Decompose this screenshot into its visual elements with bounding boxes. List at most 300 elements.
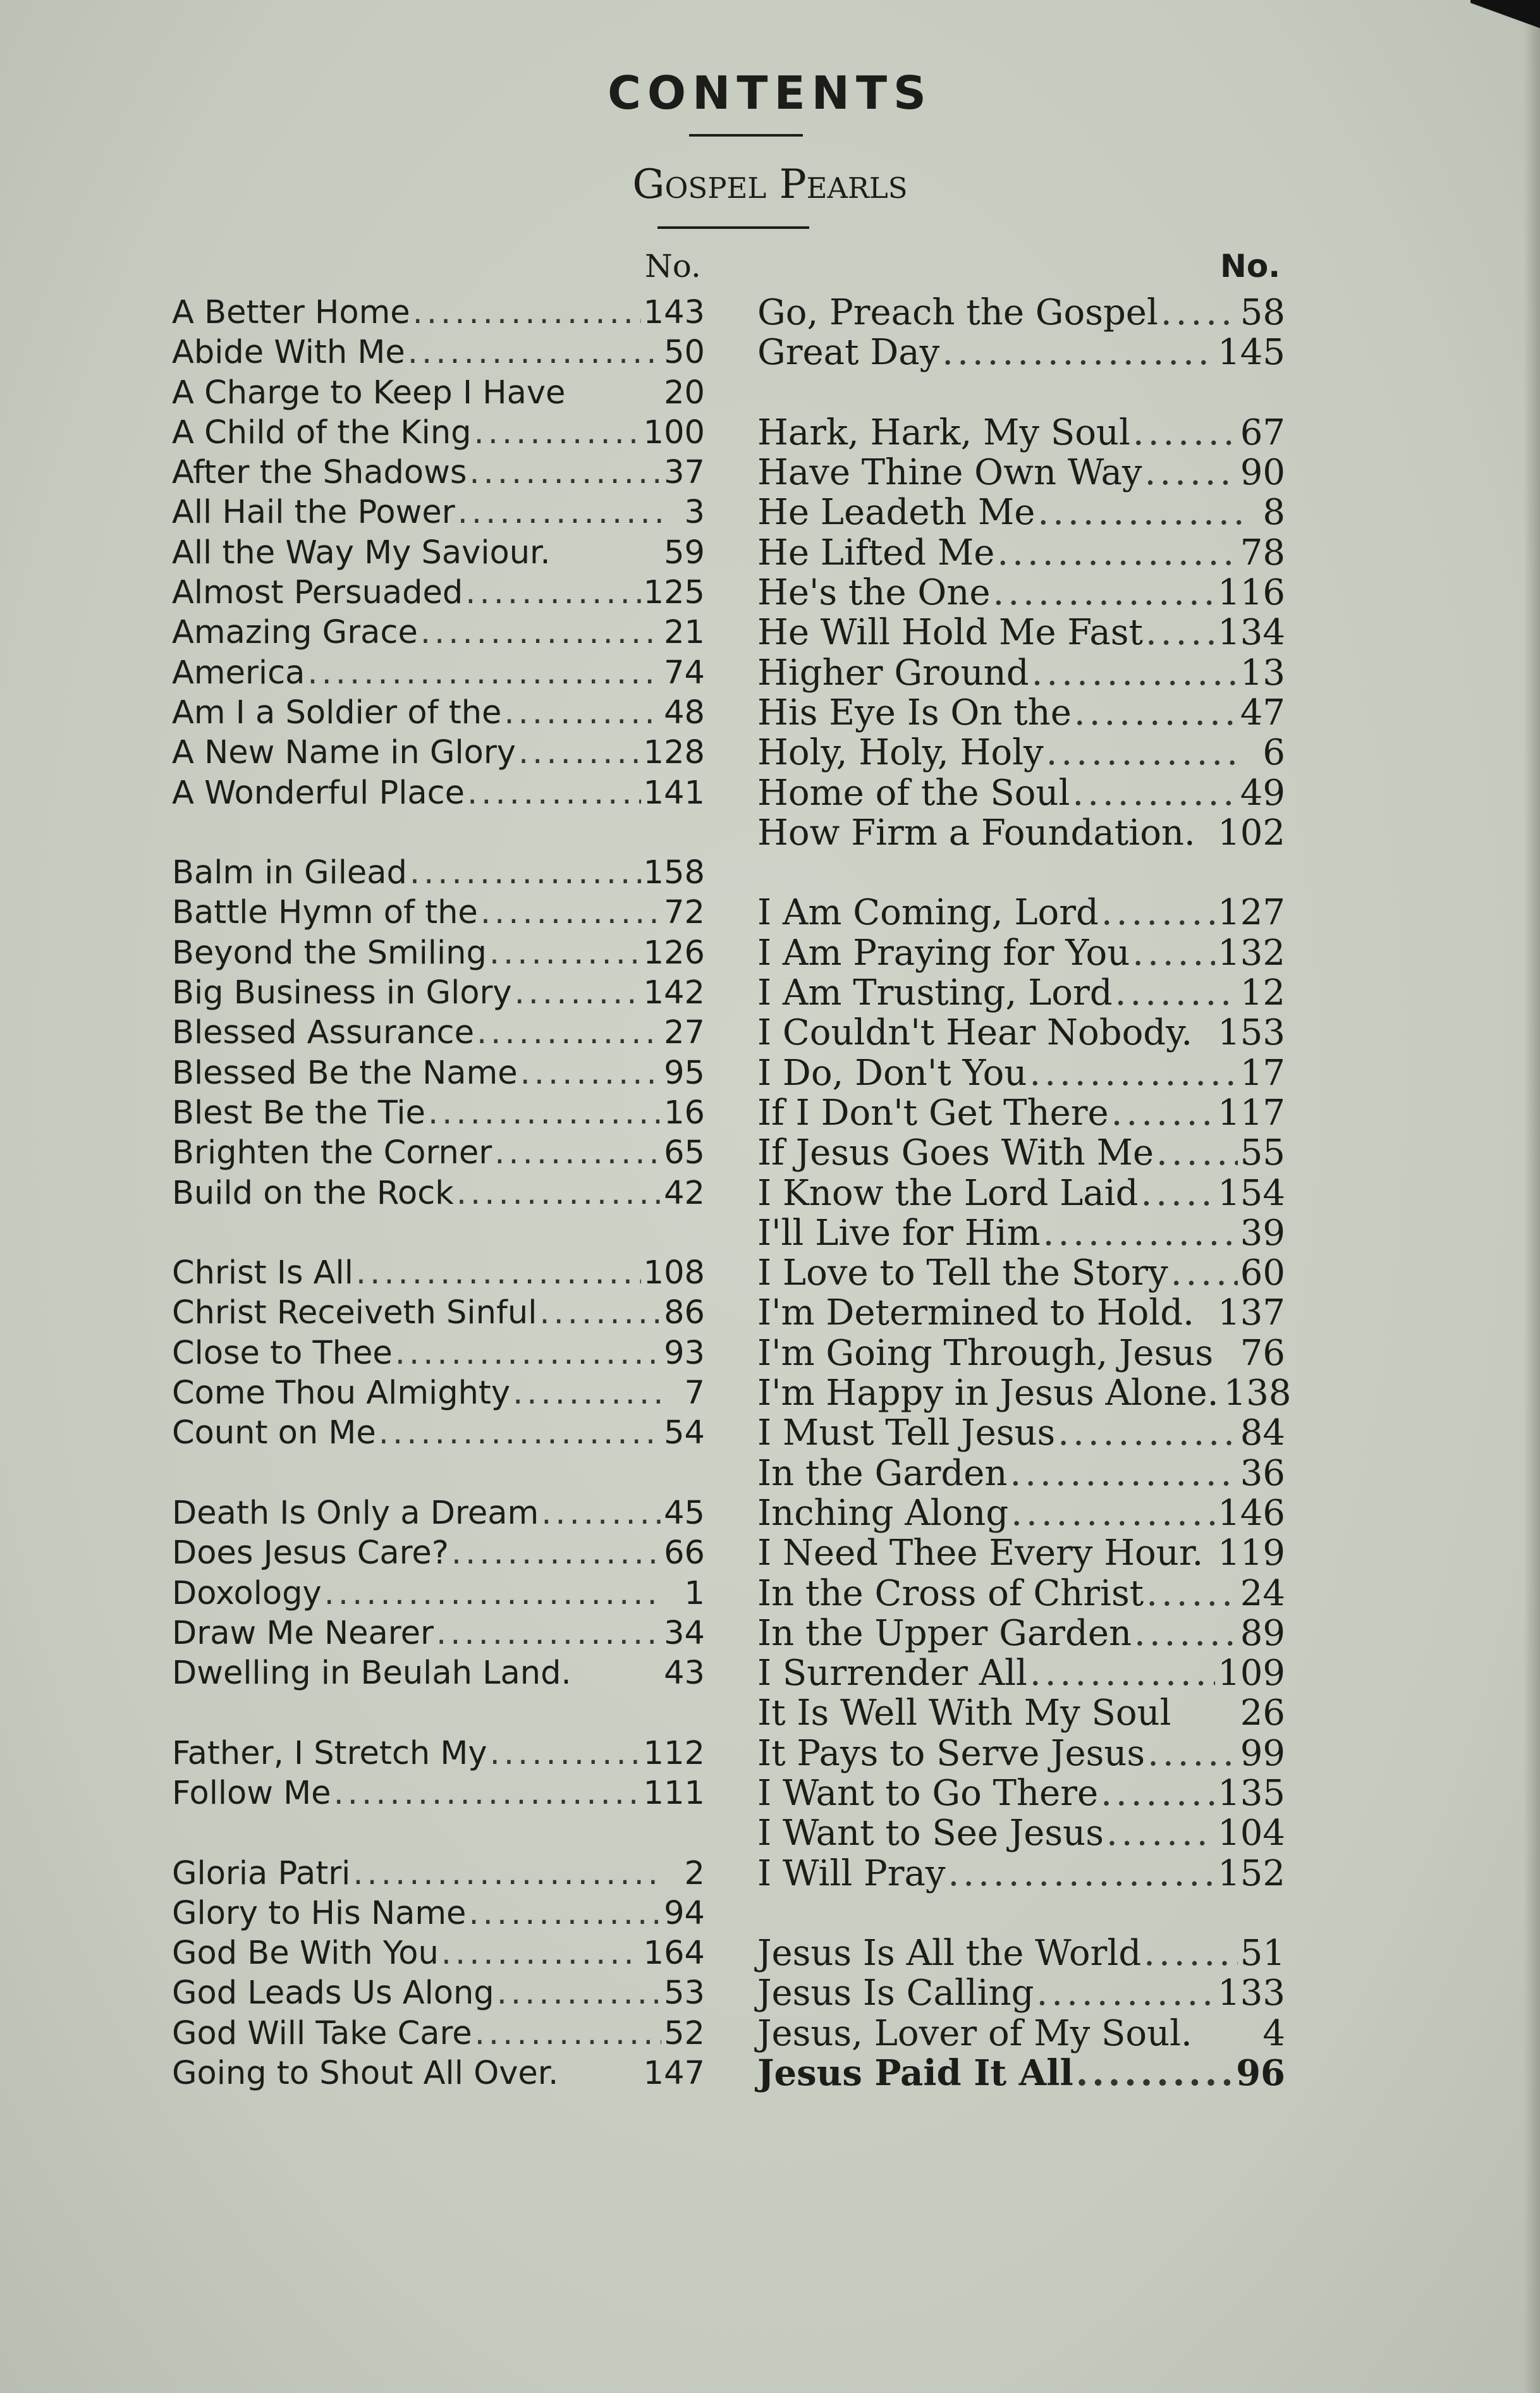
contents-entry: [172, 1734, 705, 1773]
hymn-number: 72: [664, 894, 705, 932]
hymn-number: 108: [643, 1254, 705, 1292]
dot-leader: [1011, 1493, 1215, 1533]
dot-leader: [1171, 1253, 1238, 1293]
hymn-number: 8: [1262, 492, 1285, 534]
contents-entry: [172, 773, 705, 813]
dot-leader: [408, 333, 661, 372]
contents-entry: [172, 1533, 705, 1573]
dot-leader: [518, 733, 641, 773]
contents-entry: [172, 1613, 705, 1653]
contents-entry: [757, 1533, 1285, 1573]
hymn-number: 24: [1240, 1572, 1285, 1614]
dot-leader: [465, 573, 640, 613]
hymn-number: 152: [1218, 1852, 1285, 1894]
contents-entry: [757, 1213, 1285, 1253]
hymn-number: 13: [1240, 652, 1285, 694]
contents-entry: [757, 613, 1285, 652]
hymn-title: I'm Happy in Jesus Alone.: [757, 1373, 1219, 1414]
hymn-number: 142: [643, 974, 705, 1012]
hymn-title: Draw Me Nearer: [172, 1614, 434, 1652]
hymn-title: I Need Thee Every Hour.: [757, 1533, 1204, 1574]
hymn-number: 134: [1218, 612, 1285, 654]
dot-leader: [1037, 493, 1245, 532]
contents-entry: [757, 453, 1285, 493]
dot-leader: [504, 693, 661, 733]
dot-leader: [477, 1013, 661, 1053]
contents-entry: [172, 693, 705, 733]
hymn-title: Count on Me: [172, 1414, 376, 1452]
hymn-number: 138: [1223, 1373, 1292, 1414]
hymn-title: Home of the Soul: [757, 772, 1070, 814]
hymn-title: Jesus Is All the World: [757, 1933, 1142, 1974]
hymn-number: 17: [1240, 1052, 1285, 1094]
hymn-title: A Better Home: [172, 294, 410, 331]
hymn-title: Does Jesus Care?: [172, 1534, 449, 1572]
hymn-number: 52: [664, 2014, 705, 2052]
dot-leader: [1076, 2053, 1233, 2093]
dot-leader: [1132, 933, 1215, 973]
dot-leader: [356, 1253, 641, 1293]
dot-leader: [428, 1093, 661, 1133]
hymn-number: 143: [643, 294, 705, 331]
contents-entry: [757, 1293, 1285, 1333]
hymn-number: 128: [643, 734, 705, 772]
dot-leader: [942, 333, 1215, 372]
section-gap: [172, 813, 705, 853]
contents-entry: [172, 973, 705, 1013]
hymn-number: 12: [1240, 972, 1285, 1014]
hymn-number: 141: [643, 774, 705, 812]
hymn-title: In the Garden: [757, 1452, 1008, 1494]
contents-entry: [172, 1093, 705, 1133]
dot-leader: [1043, 1213, 1238, 1253]
hymn-title: Higher Ground: [757, 652, 1029, 694]
hymn-title: Blessed Be the Name: [172, 1054, 518, 1092]
hymn-title: I Do, Don't You: [757, 1052, 1027, 1094]
hymn-title: All the Way My Saviour.: [172, 534, 551, 572]
contents-entry: [757, 1133, 1285, 1173]
dot-leader: [468, 1894, 661, 1933]
hymn-number: 51: [1240, 1933, 1285, 1974]
hymn-number: 89: [1240, 1612, 1285, 1654]
dot-leader: [1115, 973, 1238, 1013]
dot-leader: [1140, 1173, 1215, 1213]
contents-entry: [757, 773, 1285, 813]
right-number-header: No.: [1220, 248, 1281, 285]
dot-leader: [395, 1333, 661, 1373]
contents-entry: [757, 1373, 1292, 1414]
dot-leader: [480, 893, 661, 933]
hymn-number: 78: [1240, 532, 1285, 573]
dot-leader: [458, 493, 664, 532]
contents-entry: [757, 1693, 1285, 1733]
hymn-title: I Love to Tell the Story: [757, 1252, 1168, 1294]
hymn-title: How Firm a Foundation.: [757, 812, 1195, 854]
hymn-title: I Couldn't Hear Nobody.: [757, 1012, 1193, 1054]
hymn-title: Jesus Paid It All: [757, 2052, 1073, 2095]
hymn-number: 1: [684, 1574, 705, 1612]
hymn-title: He Lifted Me: [757, 532, 995, 573]
contents-entry: [172, 1173, 705, 1213]
page-corner: [1470, 0, 1540, 44]
hymn-title: I'm Going Through, Jesus: [757, 1332, 1214, 1374]
page-title: CONTENTS: [608, 66, 932, 119]
hymn-title: Jesus Is Calling: [757, 1973, 1034, 2014]
hymn-title: I Know the Lord Laid: [757, 1172, 1139, 1214]
dot-leader: [1111, 1093, 1216, 1133]
contents-entry: [172, 1574, 705, 1613]
contents-entry: [757, 2053, 1285, 2093]
hymn-number: 132: [1218, 932, 1285, 974]
hymn-title: Death Is Only a Dream: [172, 1494, 539, 1532]
contents-entry: [757, 1493, 1285, 1533]
hymn-title: I Must Tell Jesus: [757, 1412, 1056, 1454]
hymn-title: A Wonderful Place: [172, 774, 465, 812]
dot-leader: [494, 1133, 661, 1173]
hymn-number: 50: [664, 334, 705, 372]
dot-leader: [469, 453, 661, 493]
dot-leader: [420, 613, 661, 652]
hymn-number: 127: [1218, 892, 1285, 934]
hymn-title: Have Thine Own Way: [757, 452, 1142, 494]
contents-entry: [757, 1574, 1285, 1613]
hymn-number: 36: [1240, 1452, 1285, 1494]
contents-entry: [757, 1333, 1285, 1373]
hymn-number: 26: [1240, 1692, 1285, 1734]
dot-leader: [539, 1293, 661, 1333]
hymn-title: I Want to Go There: [757, 1772, 1099, 1814]
dot-leader: [1101, 1773, 1215, 1813]
hymn-title: Hark, Hark, My Soul: [757, 412, 1130, 453]
hymn-number: 164: [643, 1935, 705, 1973]
hymn-number: 96: [1236, 2052, 1285, 2095]
dot-leader: [1106, 1813, 1215, 1853]
contents-entry: [757, 533, 1285, 573]
dot-leader: [993, 573, 1216, 613]
contents-entry: [757, 1613, 1285, 1653]
hymn-number: 104: [1218, 1813, 1285, 1854]
hymn-number: 109: [1218, 1653, 1285, 1694]
hymn-title: Go, Preach the Gospel: [757, 292, 1158, 333]
dot-leader: [1074, 693, 1238, 733]
hymn-number: 90: [1240, 452, 1285, 494]
hymn-title: Dwelling in Beulah Land.: [172, 1655, 571, 1692]
contents-entry: [757, 893, 1285, 933]
contents-entry: [757, 1173, 1285, 1213]
dot-leader: [490, 1734, 641, 1773]
hymn-number: 154: [1218, 1172, 1285, 1214]
dot-leader: [1145, 453, 1238, 493]
contents-entry: [757, 1933, 1285, 1973]
dot-leader: [1030, 1653, 1215, 1693]
contents-entry: [757, 733, 1285, 773]
hymn-title: Build on the Rock: [172, 1174, 454, 1212]
hymn-number: 54: [664, 1414, 705, 1452]
dot-leader: [513, 1373, 664, 1413]
hymn-number: 2: [684, 1854, 705, 1892]
page-edge-shadow: [1524, 0, 1540, 2393]
contents-entry: [757, 1013, 1285, 1053]
contents-entry: [757, 1653, 1285, 1693]
section-gap: [757, 853, 1285, 893]
hymn-title: He's the One: [757, 572, 991, 614]
hymn-number: 47: [1240, 692, 1285, 733]
contents-entry: [757, 333, 1285, 372]
hymn-number: 146: [1218, 1492, 1285, 1534]
dot-leader: [474, 413, 641, 453]
dot-leader: [1134, 1613, 1238, 1653]
hymn-number: 125: [643, 574, 705, 612]
hymn-number: 27: [664, 1014, 705, 1052]
hymn-title: It Pays to Serve Jesus: [757, 1732, 1146, 1774]
dot-leader: [1133, 413, 1238, 453]
hymn-title: Going to Shout All Over.: [172, 2055, 559, 2093]
hymn-title: Amazing Grace: [172, 614, 418, 652]
section-gap: [172, 1454, 705, 1493]
contents-entry: [172, 933, 705, 973]
contents-entry: [757, 1854, 1285, 1894]
hymn-title: I Am Praying for You: [757, 932, 1130, 974]
contents-entry: [172, 1653, 705, 1693]
hymn-title: He Leadeth Me: [757, 492, 1036, 534]
hymn-title: If I Don't Get There: [757, 1092, 1109, 1134]
hymn-number: 53: [664, 1974, 705, 2012]
hymn-title: Holy, Holy, Holy: [757, 732, 1044, 774]
hymn-number: 117: [1218, 1092, 1285, 1134]
dot-leader: [1029, 1053, 1237, 1093]
hymn-title: Doxology: [172, 1574, 322, 1612]
hymn-number: 66: [664, 1534, 705, 1572]
hymn-number: 86: [664, 1294, 705, 1332]
contents-entry: [172, 1293, 705, 1333]
contents-entry: [757, 1053, 1285, 1093]
right-contents-column: [757, 292, 1292, 2095]
contents-entry: [757, 1454, 1285, 1493]
contents-entry: [757, 293, 1285, 333]
contents-entry: [172, 1373, 705, 1413]
section-gap: [172, 1213, 705, 1253]
contents-entry: [172, 573, 705, 613]
title-divider: [689, 134, 803, 137]
contents-entry: [757, 653, 1285, 693]
hymn-number: 99: [1240, 1732, 1285, 1774]
hymn-number: 48: [664, 694, 705, 731]
hymn-title: Gloria Patri: [172, 1854, 351, 1892]
hymn-title: God Be With You: [172, 1935, 439, 1973]
hymn-title: Abide With Me: [172, 334, 405, 372]
dot-leader: [1101, 893, 1215, 933]
hymn-title: Am I a Soldier of the: [172, 694, 502, 731]
hymn-title: God Will Take Care: [172, 2014, 472, 2052]
contents-entry: [757, 1253, 1285, 1293]
contents-entry: [757, 933, 1285, 973]
hymn-title: I Will Pray: [757, 1852, 946, 1894]
hymn-title: I'm Determined to Hold.: [757, 1292, 1194, 1334]
hymn-number: 153: [1218, 1012, 1285, 1054]
left-contents-column: [172, 293, 705, 2093]
hymn-title: If Jesus Goes With Me: [757, 1132, 1154, 1174]
hymn-number: 7: [684, 1374, 705, 1412]
hymn-title: I Am Coming, Lord: [757, 892, 1099, 934]
dot-leader: [520, 1053, 662, 1093]
hymn-number: 100: [643, 413, 705, 451]
dot-leader: [441, 1933, 641, 1973]
hymn-title: Balm in Gilead: [172, 854, 407, 892]
section-gap: [172, 1693, 705, 1733]
contents-entry: [172, 893, 705, 933]
dot-leader: [436, 1613, 661, 1653]
contents-entry: [172, 1894, 705, 1933]
dot-leader: [1036, 1973, 1215, 2013]
contents-entry: [172, 1333, 705, 1373]
dot-leader: [1146, 1574, 1238, 1613]
hymn-title: Jesus, Lover of My Soul.: [757, 2012, 1192, 2054]
hymn-number: 145: [1218, 332, 1285, 374]
hymn-number: 59: [664, 534, 705, 572]
hymn-title: Inching Along: [757, 1492, 1009, 1534]
dot-leader: [307, 653, 661, 693]
hymn-number: 21: [664, 614, 705, 652]
hymn-title: Close to Thee: [172, 1334, 393, 1372]
hymn-number: 111: [643, 1774, 705, 1812]
hymn-title: Father, I Stretch My: [172, 1734, 487, 1772]
contents-entry: [172, 1133, 705, 1173]
hymn-number: 58: [1240, 292, 1285, 333]
dot-leader: [451, 1533, 661, 1573]
hymn-title: A New Name in Glory: [172, 734, 516, 772]
contents-entry: [172, 533, 705, 573]
hymn-number: 42: [664, 1174, 705, 1212]
hymn-number: 158: [643, 854, 705, 892]
contents-entry: [757, 493, 1285, 532]
hymn-number: 34: [664, 1614, 705, 1652]
contents-entry: [172, 293, 705, 333]
contents-entry: [172, 2053, 705, 2093]
hymn-number: 119: [1218, 1533, 1285, 1574]
hymn-title: Christ Receiveth Sinful: [172, 1294, 537, 1332]
dot-leader: [467, 773, 641, 813]
hymn-number: 93: [664, 1334, 705, 1372]
dot-leader: [515, 973, 641, 1013]
left-number-header: No.: [645, 248, 701, 285]
hymn-number: 135: [1218, 1772, 1285, 1814]
dot-leader: [997, 533, 1237, 573]
hymn-title: Blest Be the Tie: [172, 1094, 425, 1132]
contents-entry: [757, 1813, 1285, 1853]
hymn-title: Almost Persuaded: [172, 574, 463, 612]
dot-leader: [948, 1854, 1216, 1894]
hymn-title: Follow Me: [172, 1774, 331, 1812]
hymn-number: 102: [1218, 812, 1285, 854]
contents-entry: [172, 1413, 705, 1453]
dot-leader: [353, 1854, 664, 1894]
hymn-title: Blessed Assurance: [172, 1014, 474, 1052]
contents-entry: [172, 2014, 705, 2053]
dot-leader: [1046, 733, 1245, 773]
hymn-title: It Is Well With My Soul: [757, 1692, 1171, 1734]
hymn-title: In the Cross of Christ: [757, 1572, 1144, 1614]
contents-entry: [172, 613, 705, 652]
dot-leader: [1058, 1413, 1237, 1453]
hymn-title: God Leads Us Along: [172, 1974, 494, 2012]
section-gap: [757, 1894, 1285, 1933]
contents-entry: [757, 693, 1285, 733]
dot-leader: [497, 1973, 661, 2013]
hymn-title: His Eye Is On the: [757, 692, 1072, 733]
contents-entry: [757, 1734, 1285, 1773]
contents-entry: [172, 333, 705, 372]
hymn-number: 3: [684, 494, 705, 532]
hymn-number: 116: [1218, 572, 1285, 614]
contents-entry: [757, 813, 1285, 853]
contents-entry: [757, 1093, 1285, 1133]
hymn-title: After the Shadows: [172, 454, 467, 492]
hymn-number: 65: [664, 1134, 705, 1172]
hymn-number: 112: [643, 1734, 705, 1772]
hymn-title: Great Day: [757, 332, 940, 374]
contents-entry: [172, 653, 705, 693]
dot-leader: [324, 1574, 664, 1613]
hymn-number: 39: [1240, 1212, 1285, 1254]
hymn-number: 4: [1262, 2012, 1285, 2054]
section-gap: [757, 373, 1285, 413]
hymn-number: 37: [664, 454, 705, 492]
hymn-number: 45: [664, 1494, 705, 1532]
section-subtitle: Gospel Pearls: [632, 161, 908, 208]
hymn-number: 133: [1218, 1973, 1285, 2014]
hymn-title: Big Business in Glory: [172, 974, 512, 1012]
hymn-title: Glory to His Name: [172, 1894, 467, 1932]
dot-leader: [475, 2014, 661, 2053]
contents-entry: [172, 1933, 705, 1973]
hymn-number: 6: [1262, 732, 1285, 774]
contents-entry: [172, 733, 705, 773]
dot-leader: [1147, 1734, 1238, 1773]
hymn-title: A Child of the King: [172, 413, 472, 451]
contents-entry: [172, 413, 705, 453]
hymn-title: Christ Is All: [172, 1254, 353, 1292]
contents-entry: [757, 1973, 1285, 2013]
dot-leader: [413, 293, 641, 333]
contents-entry: [757, 1413, 1285, 1453]
hymn-number: 20: [664, 374, 705, 412]
dot-leader: [410, 853, 641, 893]
hymn-title: Beyond the Smiling: [172, 934, 487, 972]
dot-leader: [489, 933, 641, 973]
dot-leader: [1144, 1933, 1238, 1973]
contents-entry: [757, 1773, 1285, 1813]
hymn-title: I'll Live for Him: [757, 1212, 1041, 1254]
dot-leader: [334, 1773, 641, 1813]
contents-entry: [172, 1013, 705, 1053]
hymn-number: 43: [664, 1655, 705, 1692]
contents-entry: [172, 1854, 705, 1894]
contents-entry: [172, 373, 705, 413]
contents-entry: [172, 853, 705, 893]
hymn-number: 147: [643, 2055, 705, 2093]
hymn-title: America: [172, 654, 305, 692]
contents-entry: [172, 493, 705, 532]
hymn-number: 49: [1240, 772, 1285, 814]
hymn-title: A Charge to Keep I Have: [172, 374, 566, 412]
hymn-number: 94: [664, 1894, 705, 1932]
contents-entry: [172, 1973, 705, 2013]
dot-leader: [1032, 653, 1238, 693]
hymn-number: 84: [1240, 1412, 1285, 1454]
contents-entry: [172, 1253, 705, 1293]
hymn-title: Brighten the Corner: [172, 1134, 492, 1172]
contents-entry: [172, 1773, 705, 1813]
